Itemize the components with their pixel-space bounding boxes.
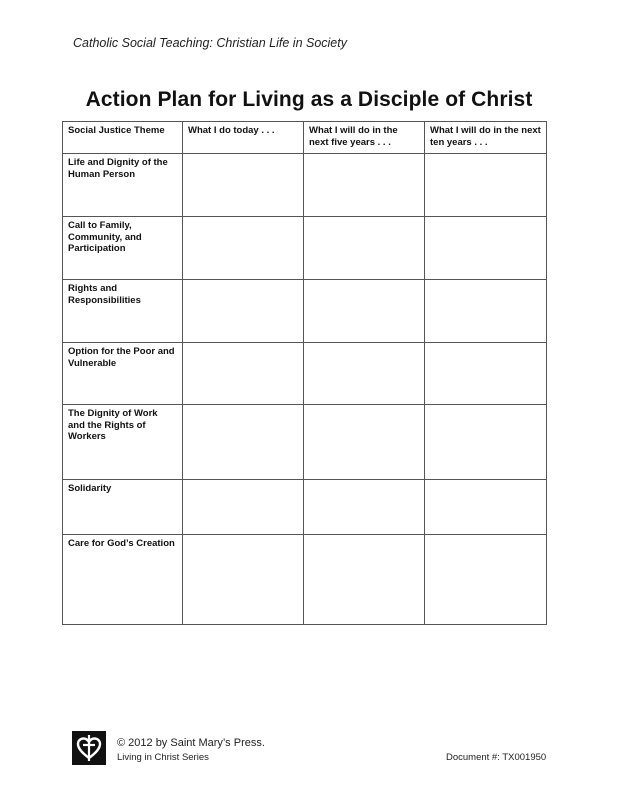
five-years-entry-cell[interactable]: [304, 217, 425, 280]
column-header-ten-years: What I will do in the next ten years . . .: [425, 122, 547, 154]
theme-cell: Solidarity: [63, 480, 183, 535]
column-header-theme: Social Justice Theme: [63, 122, 183, 154]
table-row: [63, 154, 547, 217]
page-title: Action Plan for Living as a Disciple of Christ: [85, 88, 533, 111]
ten-years-entry-cell[interactable]: [425, 480, 547, 535]
table-row: [63, 480, 547, 535]
theme-cell: Life and Dignity of the Human Person: [63, 154, 183, 217]
ten-years-entry-cell[interactable]: [425, 405, 547, 480]
theme-cell: Rights and Responsibilities: [63, 280, 183, 343]
today-entry-cell[interactable]: [183, 405, 304, 480]
five-years-entry-cell[interactable]: [304, 343, 425, 405]
column-header-today: What I do today . . .: [183, 122, 304, 154]
table-row: [63, 535, 547, 625]
ten-years-entry-cell[interactable]: [425, 343, 547, 405]
table-row: [63, 405, 547, 480]
ten-years-entry-cell[interactable]: [425, 217, 547, 280]
five-years-entry-cell[interactable]: [304, 405, 425, 480]
today-entry-cell[interactable]: [183, 280, 304, 343]
theme-cell: Call to Family, Community, and Participation: [63, 217, 183, 280]
ten-years-entry-cell[interactable]: [425, 280, 547, 343]
today-entry-cell[interactable]: [183, 154, 304, 217]
action-plan-table: [62, 121, 547, 625]
five-years-entry-cell[interactable]: [304, 480, 425, 535]
today-entry-cell[interactable]: [183, 343, 304, 405]
ten-years-entry-cell[interactable]: [425, 154, 547, 217]
theme-cell: The Dignity of Work and the Rights of Workers: [63, 405, 183, 480]
copyright-text: © 2012 by Saint Mary’s Press.: [117, 737, 265, 749]
theme-cell: Care for God’s Creation: [63, 535, 183, 625]
table-row: [63, 280, 547, 343]
series-name: Living in Christ Series: [117, 752, 209, 763]
saint-marys-press-logo-icon: [72, 731, 106, 765]
five-years-entry-cell[interactable]: [304, 535, 425, 625]
today-entry-cell[interactable]: [183, 535, 304, 625]
theme-cell: Option for the Poor and Vulnerable: [63, 343, 183, 405]
column-header-five-years: What I will do in the next five years . . .: [304, 122, 425, 154]
ten-years-entry-cell[interactable]: [425, 535, 547, 625]
table-row: [63, 343, 547, 405]
document-number: Document #: TX001950: [446, 752, 547, 763]
five-years-entry-cell[interactable]: [304, 154, 425, 217]
header-subtitle: Catholic Social Teaching: Christian Life in Society: [73, 36, 347, 50]
table-header-row: [63, 122, 547, 154]
today-entry-cell[interactable]: [183, 480, 304, 535]
five-years-entry-cell[interactable]: [304, 280, 425, 343]
today-entry-cell[interactable]: [183, 217, 304, 280]
table-row: [63, 217, 547, 280]
